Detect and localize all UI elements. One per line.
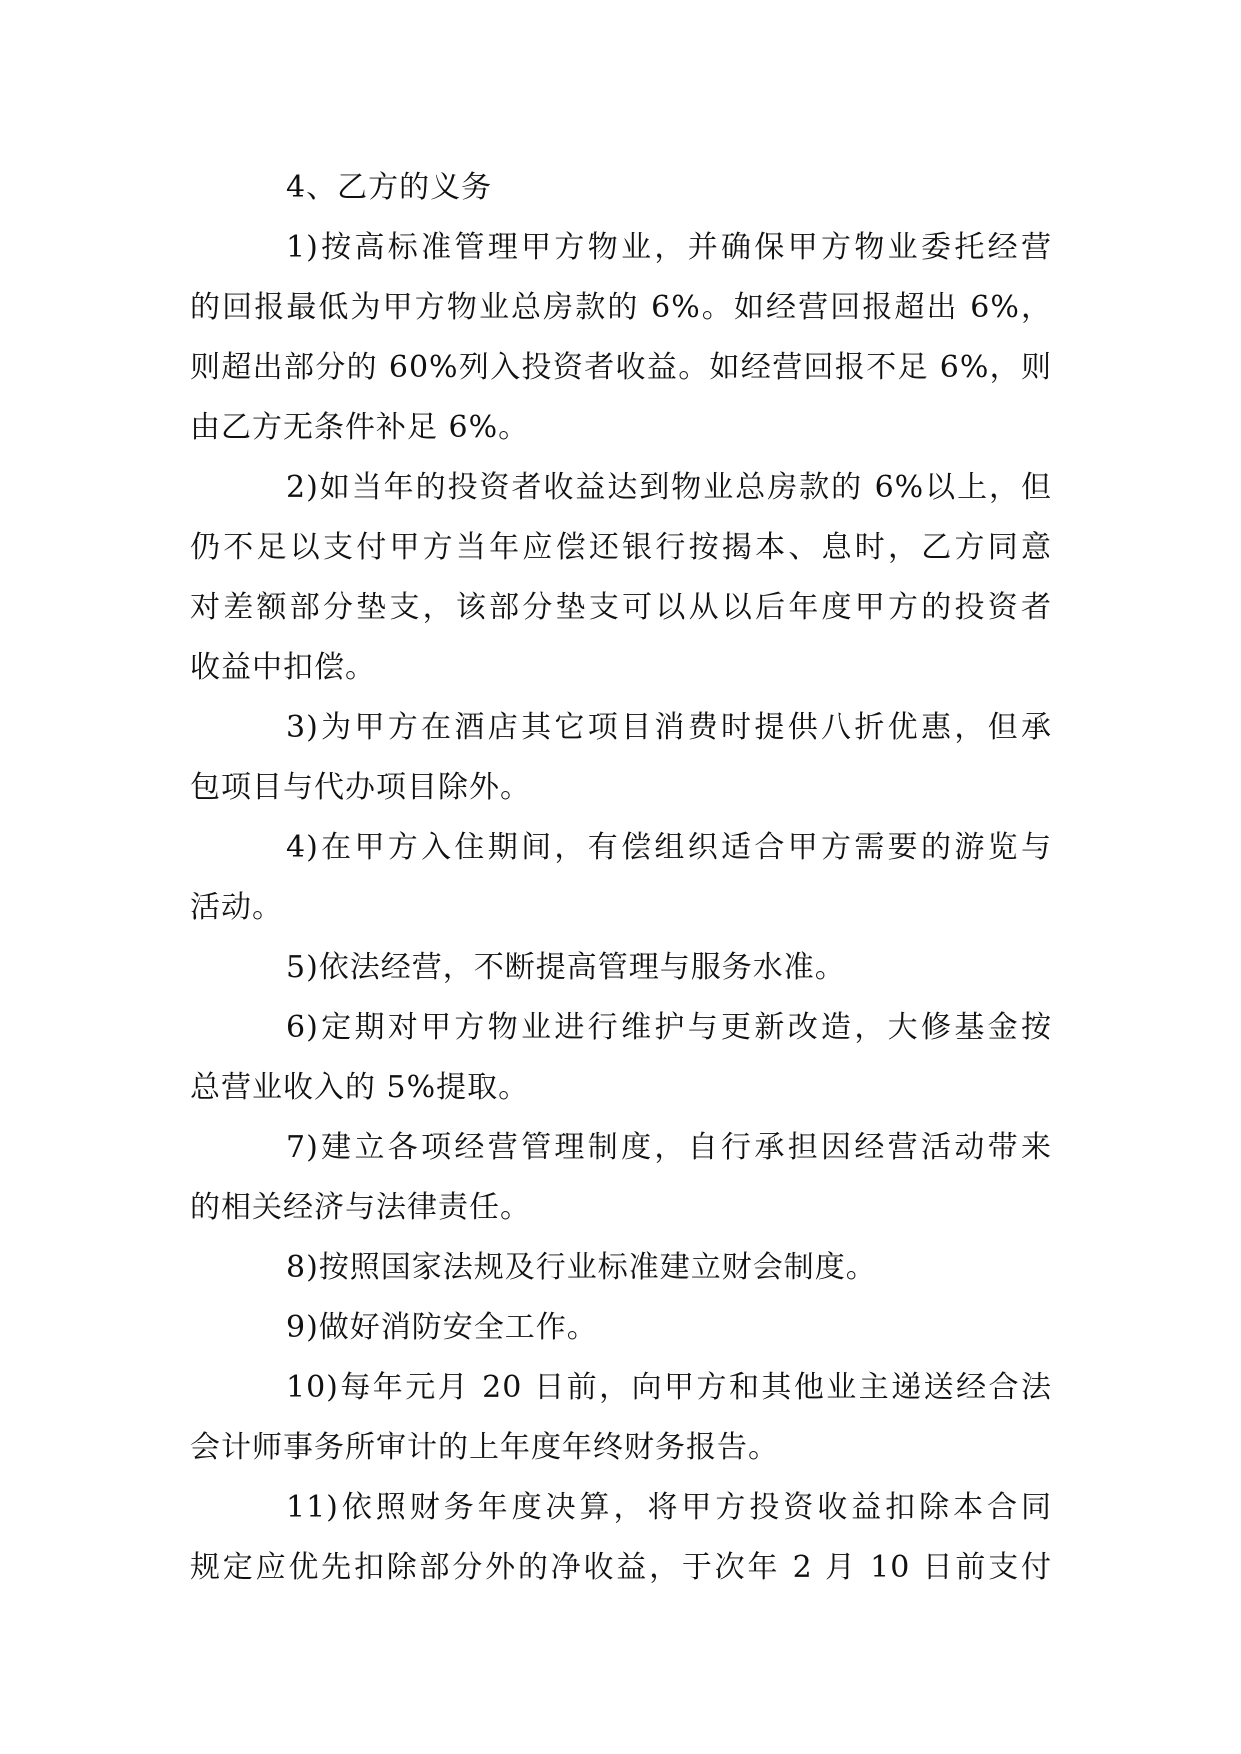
- paragraph-line: 5)依法经营，不断提高管理与服务水准。: [286, 950, 846, 985]
- paragraph-line: 则超出部分的 60%列入投资者收益。如经营回报不足 6%，则: [190, 350, 1052, 385]
- paragraph-line: 由乙方无条件补足 6%。: [190, 410, 530, 445]
- paragraph-line: 4)在甲方入住期间，有偿组织适合甲方需要的游览与: [286, 830, 1052, 865]
- paragraph-line: 8)按照国家法规及行业标准建立财会制度。: [286, 1250, 877, 1285]
- paragraph-line: 包项目与代办项目除外。: [190, 770, 531, 805]
- paragraph-line: 会计师事务所审计的上年度年终财务报告。: [190, 1430, 779, 1465]
- paragraph-line: 规定应优先扣除部分外的净收益，于次年 2 月 10 日前支付: [190, 1550, 1052, 1585]
- paragraph-line: 11)依照财务年度决算，将甲方投资收益扣除本合同: [286, 1490, 1052, 1525]
- paragraph-line: 2)如当年的投资者收益达到物业总房款的 6%以上，但: [286, 470, 1052, 505]
- paragraph-line: 的相关经济与法律责任。: [190, 1190, 531, 1225]
- document-body: [190, 158, 1052, 1598]
- paragraph-line: 6)定期对甲方物业进行维护与更新改造，大修基金按: [286, 1010, 1052, 1045]
- paragraph-line: 活动。: [190, 890, 283, 925]
- section-heading: 4、乙方的义务: [286, 170, 493, 205]
- paragraph-line: 收益中扣偿。: [190, 650, 376, 685]
- paragraph-line: 3)为甲方在酒店其它项目消费时提供八折优惠，但承: [286, 710, 1052, 745]
- paragraph-line: 对差额部分垫支，该部分垫支可以从以后年度甲方的投资者: [190, 590, 1052, 625]
- paragraph-line: 总营业收入的 5%提取。: [190, 1070, 530, 1105]
- paragraph-line: 10)每年元月 20 日前，向甲方和其他业主递送经合法: [286, 1370, 1052, 1405]
- paragraph-line: 的回报最低为甲方物业总房款的 6%。如经营回报超出 6%，: [190, 290, 1052, 325]
- paragraph-line: 仍不足以支付甲方当年应偿还银行按揭本、息时，乙方同意: [190, 530, 1052, 565]
- paragraph-line: 7)建立各项经营管理制度，自行承担因经营活动带来: [286, 1130, 1052, 1165]
- paragraph-line: 1)按高标准管理甲方物业，并确保甲方物业委托经营: [286, 230, 1052, 265]
- paragraph-line: 9)做好消防安全工作。: [286, 1310, 598, 1345]
